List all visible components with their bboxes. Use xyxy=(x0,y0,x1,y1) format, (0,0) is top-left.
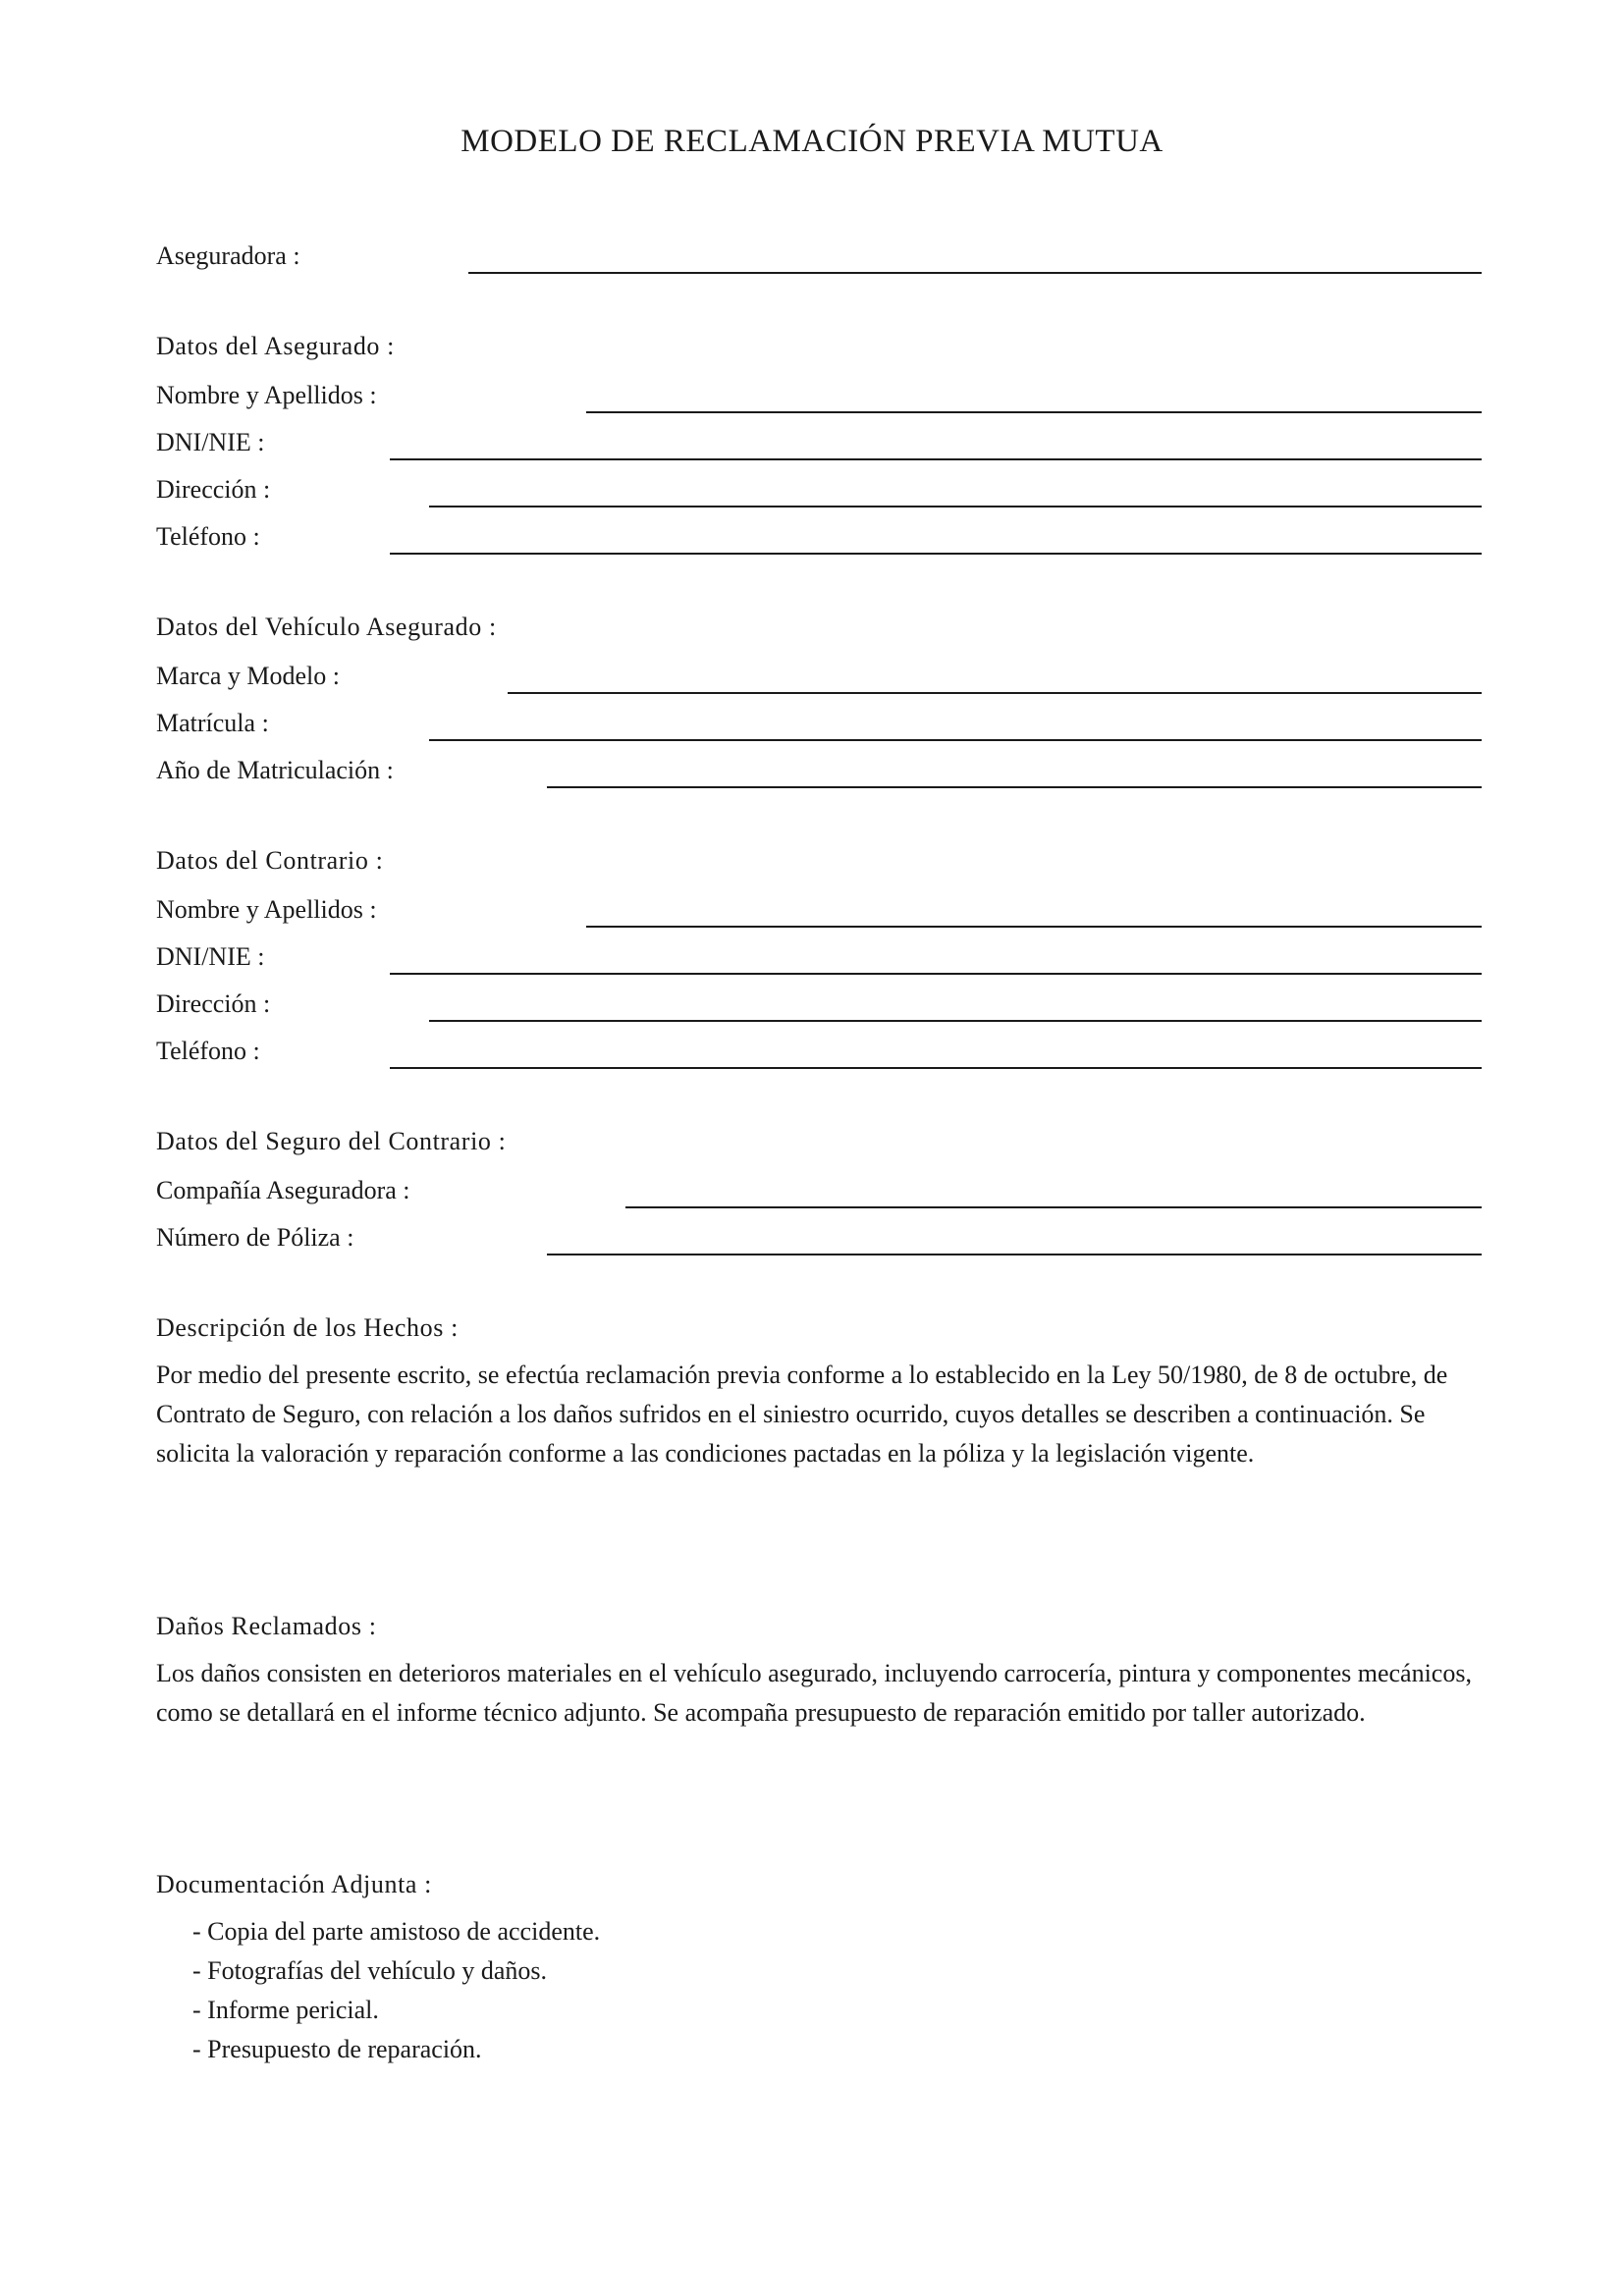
asegurado-nombre-input-line[interactable] xyxy=(586,411,1482,413)
vehiculo-matricula-label: Matrícula : xyxy=(156,709,269,737)
asegurado-direccion-field xyxy=(156,468,1482,507)
danos-heading: Daños Reclamados : xyxy=(156,1612,377,1640)
seguro-poliza-field xyxy=(156,1216,1482,1255)
contrario-telefono-field xyxy=(156,1030,1482,1069)
contrario-dni-label: DNI/NIE : xyxy=(156,942,265,971)
vehiculo-matricula-input-line[interactable] xyxy=(429,739,1482,741)
seguro-contrario-heading: Datos del Seguro del Contrario : xyxy=(156,1127,507,1155)
vehiculo-marca-label: Marca y Modelo : xyxy=(156,662,341,690)
seguro-compania-input-line[interactable] xyxy=(625,1206,1482,1208)
contrario-dni-field xyxy=(156,935,1482,975)
asegurado-telefono-field xyxy=(156,515,1482,555)
contrario-direccion-field xyxy=(156,983,1482,1022)
contrario-nombre-field xyxy=(156,888,1482,928)
aseguradora-field xyxy=(156,235,1482,274)
vehiculo-anio-input-line[interactable] xyxy=(547,786,1482,788)
vehiculo-marca-field xyxy=(156,655,1482,694)
asegurado-dni-field xyxy=(156,421,1482,460)
contrario-telefono-input-line[interactable] xyxy=(390,1067,1482,1069)
aseguradora-label: Aseguradora : xyxy=(156,241,300,270)
contrario-telefono-label: Teléfono : xyxy=(156,1037,260,1065)
asegurado-nombre-label: Nombre y Apellidos : xyxy=(156,381,377,409)
danos-paragraph: Los daños consisten en deterioros materiales en el vehículo asegurado, incluyendo carrocería, pintura y componentes mecánicos, como se detallará en el informe técnico adjunto. Se acompaña presupuesto de reparación emitido por taller autorizado. xyxy=(156,1659,1472,1727)
seguro-poliza-input-line[interactable] xyxy=(547,1254,1482,1255)
list-item: - Presupuesto de reparación. xyxy=(192,2035,482,2063)
list-item: - Copia del parte amistoso de accidente. xyxy=(192,1917,601,1946)
seguro-compania-label: Compañía Aseguradora : xyxy=(156,1176,410,1204)
contrario-heading: Datos del Contrario : xyxy=(156,846,384,875)
asegurado-nombre-field xyxy=(156,374,1482,413)
contrario-direccion-input-line[interactable] xyxy=(429,1020,1482,1022)
asegurado-dni-input-line[interactable] xyxy=(390,458,1482,460)
vehiculo-matricula-field xyxy=(156,702,1482,741)
documentacion-list xyxy=(192,1912,600,2069)
asegurado-heading: Datos del Asegurado : xyxy=(156,332,395,360)
vehiculo-anio-label: Año de Matriculación : xyxy=(156,756,394,784)
asegurado-direccion-input-line[interactable] xyxy=(429,506,1482,507)
document-title: MODELO DE RECLAMACIÓN PREVIA MUTUA xyxy=(460,124,1164,159)
contrario-dni-input-line[interactable] xyxy=(390,973,1482,975)
list-item: - Fotografías del vehículo y daños. xyxy=(192,1956,548,1985)
seguro-poliza-label: Número de Póliza : xyxy=(156,1223,354,1252)
asegurado-dni-label: DNI/NIE : xyxy=(156,428,265,456)
hechos-heading: Descripción de los Hechos : xyxy=(156,1313,459,1342)
vehiculo-heading: Datos del Vehículo Asegurado : xyxy=(156,613,497,641)
contrario-nombre-input-line[interactable] xyxy=(586,926,1482,928)
list-item: - Informe pericial. xyxy=(192,1996,379,2024)
aseguradora-input-line[interactable] xyxy=(468,272,1482,274)
vehiculo-marca-input-line[interactable] xyxy=(508,692,1482,694)
documentacion-heading: Documentación Adjunta : xyxy=(156,1870,432,1898)
contrario-nombre-label: Nombre y Apellidos : xyxy=(156,895,377,924)
vehiculo-anio-field xyxy=(156,749,1482,788)
asegurado-telefono-input-line[interactable] xyxy=(390,553,1482,555)
hechos-paragraph: Por medio del presente escrito, se efectúa reclamación previa conforme a lo establecido en la Ley 50/1980, de 8 de octubre, de Contrato de Seguro, con relación a los daños sufridos en el siniestro ocurrido, cuyos detalles se describen a continuación. Se solicita la valoración y reparación conforme a las condiciones pactadas en la póliza y la legislación vigente. xyxy=(156,1361,1448,1468)
contrario-direccion-label: Dirección : xyxy=(156,989,271,1018)
asegurado-telefono-label: Teléfono : xyxy=(156,522,260,551)
seguro-compania-field xyxy=(156,1169,1482,1208)
asegurado-direccion-label: Dirección : xyxy=(156,475,271,504)
